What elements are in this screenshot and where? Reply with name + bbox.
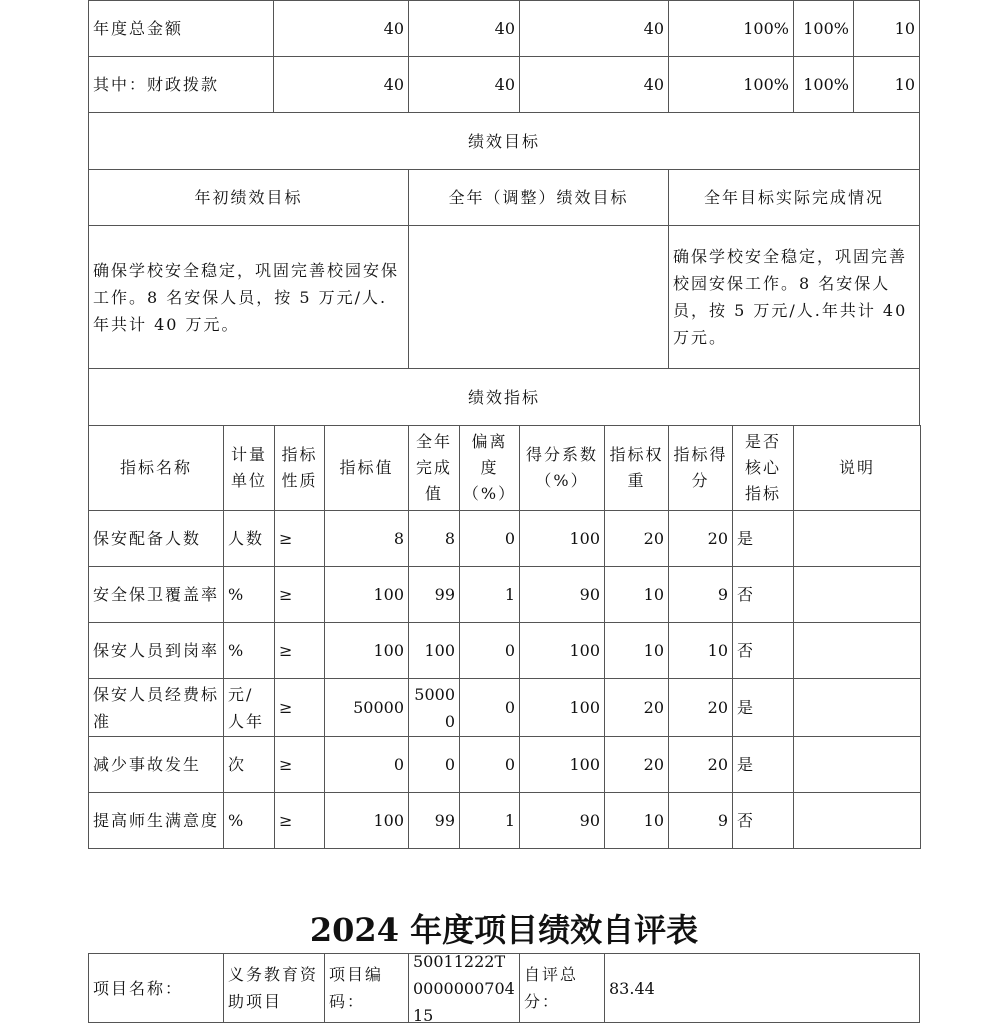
cell-unit: % xyxy=(223,566,275,623)
goals-col-actual: 全年目标实际完成情况 xyxy=(668,169,920,226)
cell-nature: ≥ xyxy=(274,622,325,679)
cell-unit: % xyxy=(223,622,275,679)
project-code-value: 50011222T000000070415 xyxy=(408,953,520,1023)
budget-label: 年度总金额 xyxy=(88,0,274,57)
cell-unit: 人数 xyxy=(223,510,275,567)
cell-nature: ≥ xyxy=(274,510,325,567)
cell-name: 安全保卫覆盖率 xyxy=(88,566,224,623)
project-name-label: 项目名称： xyxy=(88,953,224,1023)
cell-coef: 100 xyxy=(519,622,605,679)
cell-core: 是 xyxy=(732,678,794,737)
header-coef: 得分系数（%） xyxy=(519,425,605,511)
project-name-value: 义务教育资助项目 xyxy=(223,953,325,1023)
cell-score: 10 xyxy=(668,622,733,679)
budget-cell: 100% xyxy=(793,0,854,57)
header-actual: 全年完成值 xyxy=(408,425,460,511)
header-score: 指标得分 xyxy=(668,425,733,511)
cell-name: 提高师生满意度 xyxy=(88,792,224,849)
budget-cell: 40 xyxy=(408,56,520,113)
cell-nature: ≥ xyxy=(274,566,325,623)
cell-score: 20 xyxy=(668,510,733,567)
cell-note xyxy=(793,510,921,567)
budget-cell: 40 xyxy=(273,56,409,113)
cell-core: 是 xyxy=(732,736,794,793)
cell-nature: ≥ xyxy=(274,792,325,849)
header-deviation: 偏离度（%） xyxy=(459,425,520,511)
budget-cell: 40 xyxy=(273,0,409,57)
goals-actual-text: 确保学校安全稳定，巩固完善校园安保工作。8 名安保人员，按 5 万元/人.年共计 40 万元。 xyxy=(668,225,920,369)
cell-weight: 20 xyxy=(604,510,669,567)
self-score-value: 83.44 xyxy=(604,953,920,1023)
header-weight: 指标权重 xyxy=(604,425,669,511)
goals-col-initial: 年初绩效目标 xyxy=(88,169,409,226)
cell-target: 50000 xyxy=(324,678,409,737)
cell-note xyxy=(793,678,921,737)
cell-target: 100 xyxy=(324,622,409,679)
cell-actual: 50000 xyxy=(408,678,460,737)
budget-cell: 10 xyxy=(853,0,920,57)
cell-actual: 8 xyxy=(408,510,460,567)
budget-cell: 100% xyxy=(668,0,794,57)
cell-name: 保安人员经费标准 xyxy=(88,678,224,737)
cell-score: 9 xyxy=(668,792,733,849)
cell-deviation: 0 xyxy=(459,510,520,567)
cell-note xyxy=(793,622,921,679)
cell-deviation: 0 xyxy=(459,622,520,679)
cell-deviation: 1 xyxy=(459,792,520,849)
goals-section-title: 绩效目标 xyxy=(88,112,920,170)
header-core: 是否核心指标 xyxy=(732,425,794,511)
header-name: 指标名称 xyxy=(88,425,224,511)
cell-coef: 90 xyxy=(519,566,605,623)
budget-cell: 100% xyxy=(668,56,794,113)
cell-score: 20 xyxy=(668,736,733,793)
budget-cell: 10 xyxy=(853,56,920,113)
cell-unit: 次 xyxy=(223,736,275,793)
cell-unit: % xyxy=(223,792,275,849)
cell-name: 保安配备人数 xyxy=(88,510,224,567)
indicators-section-title: 绩效指标 xyxy=(88,368,920,426)
budget-cell: 40 xyxy=(519,0,669,57)
cell-target: 0 xyxy=(324,736,409,793)
form-title: 2024 年度项目绩效自评表 xyxy=(309,911,699,949)
cell-actual: 99 xyxy=(408,792,460,849)
cell-weight: 20 xyxy=(604,736,669,793)
project-code-label: 项目编码： xyxy=(324,953,409,1023)
goals-col-adjusted: 全年（调整）绩效目标 xyxy=(408,169,669,226)
goals-initial-text: 确保学校安全稳定，巩固完善校园安保工作。8 名安保人员，按 5 万元/人.年共计 40 万元。 xyxy=(88,225,409,369)
cell-actual: 99 xyxy=(408,566,460,623)
cell-unit: 元/人年 xyxy=(223,678,275,737)
cell-score: 9 xyxy=(668,566,733,623)
cell-coef: 100 xyxy=(519,736,605,793)
cell-note xyxy=(793,792,921,849)
budget-cell: 40 xyxy=(408,0,520,57)
cell-actual: 100 xyxy=(408,622,460,679)
cell-target: 8 xyxy=(324,510,409,567)
cell-target: 100 xyxy=(324,792,409,849)
cell-name: 减少事故发生 xyxy=(88,736,224,793)
cell-note xyxy=(793,736,921,793)
budget-cell: 100% xyxy=(793,56,854,113)
cell-core: 否 xyxy=(732,622,794,679)
cell-nature: ≥ xyxy=(274,678,325,737)
cell-deviation: 1 xyxy=(459,566,520,623)
cell-coef: 90 xyxy=(519,792,605,849)
header-target: 指标值 xyxy=(324,425,409,511)
cell-core: 否 xyxy=(732,566,794,623)
header-nature: 指标性质 xyxy=(274,425,325,511)
cell-actual: 0 xyxy=(408,736,460,793)
cell-name: 保安人员到岗率 xyxy=(88,622,224,679)
cell-weight: 10 xyxy=(604,622,669,679)
budget-label: 其中：财政拨款 xyxy=(88,56,274,113)
cell-score: 20 xyxy=(668,678,733,737)
cell-coef: 100 xyxy=(519,678,605,737)
cell-core: 是 xyxy=(732,510,794,567)
budget-cell: 40 xyxy=(519,56,669,113)
cell-weight: 10 xyxy=(604,792,669,849)
header-unit: 计量单位 xyxy=(223,425,275,511)
cell-core: 否 xyxy=(732,792,794,849)
cell-deviation: 0 xyxy=(459,736,520,793)
cell-coef: 100 xyxy=(519,510,605,567)
cell-note xyxy=(793,566,921,623)
cell-weight: 20 xyxy=(604,678,669,737)
goals-adjusted-text xyxy=(408,225,669,369)
header-note: 说明 xyxy=(793,425,921,511)
cell-deviation: 0 xyxy=(459,678,520,737)
self-score-label: 自评总分： xyxy=(519,953,605,1023)
cell-nature: ≥ xyxy=(274,736,325,793)
cell-target: 100 xyxy=(324,566,409,623)
cell-weight: 10 xyxy=(604,566,669,623)
